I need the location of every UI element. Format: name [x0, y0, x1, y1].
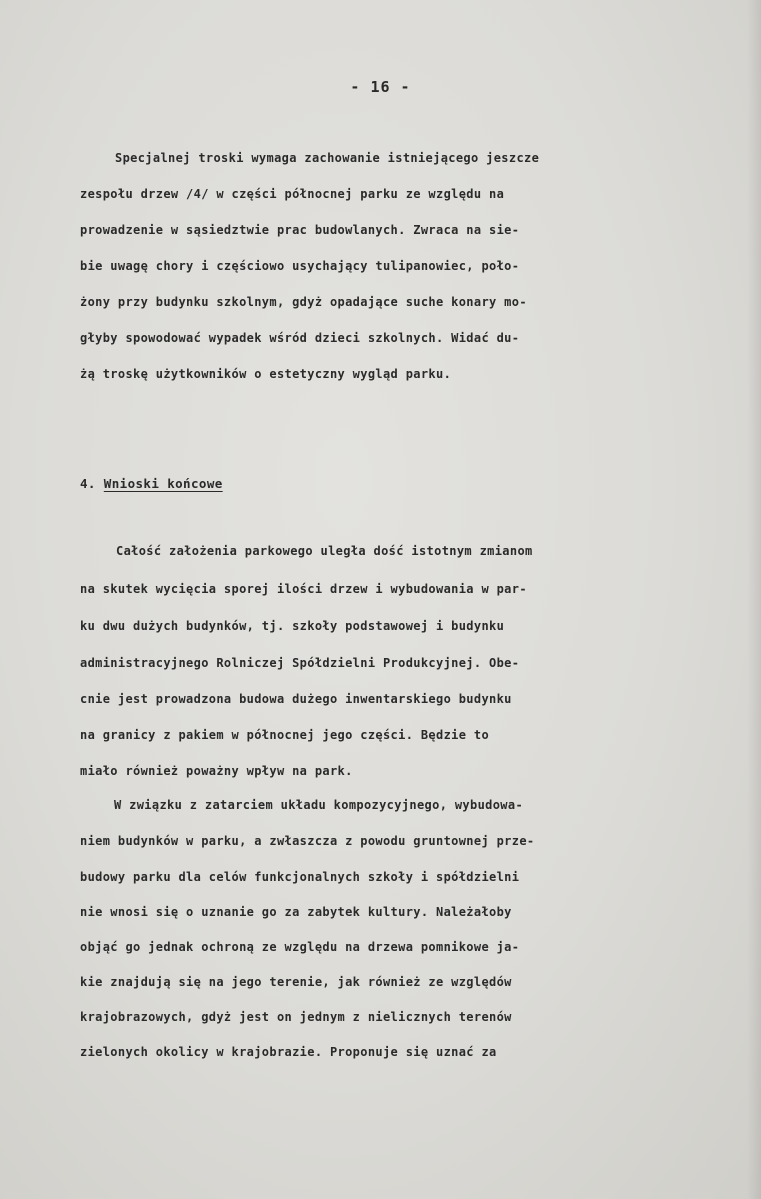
paragraph-2-line-3: ku dwu dużych budynków, tj. szkoły podstawowej i budynku [80, 619, 505, 633]
paragraph-3-line-1: W związku z zatarciem układu kompozycyjnego, wybudowa- [114, 798, 524, 812]
paragraph-3-line-4: nie wnosi się o uznanie go za zabytek kultury. Należałoby [80, 905, 512, 919]
paragraph-3-line-8: zielonych okolicy w krajobrazie. Proponuje się uznać za [80, 1045, 497, 1059]
section-number: 4. [80, 476, 96, 491]
paragraph-1-line-2: zespołu drzew /4/ w części północnej parku ze względu na [80, 187, 505, 201]
paragraph-3-line-6: kie znajdują się na jego terenie, jak również ze względów [80, 975, 512, 989]
paragraph-1-line-1: Specjalnej troski wymaga zachowanie istniejącego jeszcze [115, 151, 540, 165]
section-heading [80, 476, 223, 491]
paragraph-3-line-7: krajobrazowych, gdyż jest on jednym z nielicznych terenów [80, 1010, 512, 1024]
page-number: - 16 - [350, 78, 411, 96]
paragraph-3-line-3: budowy parku dla celów funkcjonalnych szkoły i spółdzielni [80, 870, 520, 884]
paragraph-2-line-1: Całość założenia parkowego uległa dość istotnym zmianom [116, 544, 533, 558]
page-edge-shadow [747, 0, 761, 1199]
section-title: Wnioski końcowe [103, 476, 223, 491]
paragraph-1-line-6: głyby spowodować wypadek wśród dzieci szkolnych. Widać du- [80, 331, 520, 345]
paragraph-2-line-4: administracyjnego Rolniczej Spółdzielni Produkcyjnej. Obe- [80, 656, 520, 670]
paragraph-1-line-3: prowadzenie w sąsiedztwie prac budowlanych. Zwraca na sie- [80, 223, 520, 237]
paragraph-2-line-6: na granicy z pakiem w północnej jego części. Będzie to [80, 728, 490, 742]
paragraph-3-line-5: objąć go jednak ochroną ze względu na drzewa pomnikowe ja- [80, 940, 520, 954]
paragraph-2-line-2: na skutek wycięcia sporej ilości drzew i wybudowania w par- [80, 582, 527, 596]
paragraph-1-line-4: bie uwagę chory i częściowo usychający tulipanowiec, poło- [80, 259, 520, 273]
paragraph-1-line-5: żony przy budynku szkolnym, gdyż opadające suche konary mo- [80, 295, 527, 309]
paragraph-2-line-5: cnie jest prowadzona budowa dużego inwentarskiego budynku [80, 692, 512, 706]
paragraph-1-line-7: żą troskę użytkowników o estetyczny wygląd parku. [80, 367, 452, 381]
paragraph-3-line-2: niem budynków w parku, a zwłaszcza z powodu gruntownej prze- [80, 834, 535, 848]
paragraph-2-line-7: miało również poważny wpływ na park. [80, 764, 353, 778]
